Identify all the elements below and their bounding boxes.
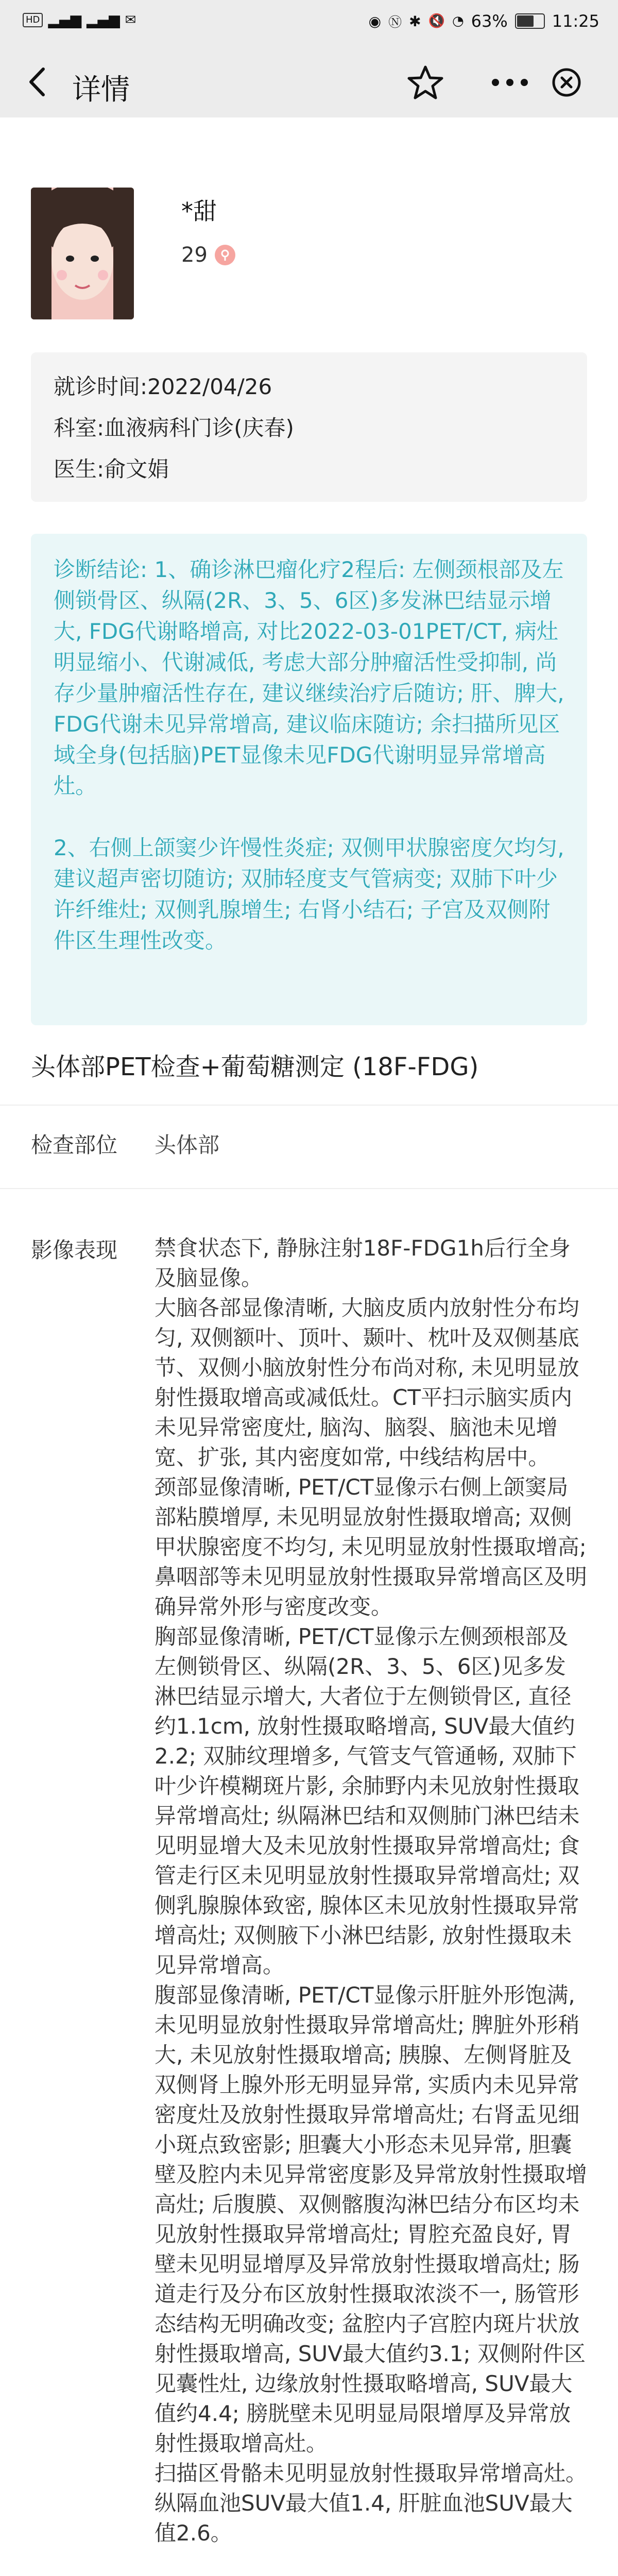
finding-paragraph: 禁食状态下, 静脉注射18F-FDG1h后行全身及脑显像。 xyxy=(154,1235,571,1291)
eye-icon: ◉ xyxy=(368,12,382,30)
patient-age-row xyxy=(181,243,235,267)
diagnosis-conclusion: 诊断结论: 1、确诊淋巴瘤化疗2程后: 左侧颈根部及左侧锁骨区、纵隔(2R、3、5、6区)多发淋巴结显示增大, FDG代谢略增高, 对比2022-03-01PET/CT, 病灶明显缩小、代谢减低, 考虑大部分肿瘤活性受抑制, 尚存少量肿瘤活性存在, 建议继续治疗后随访; 肝、脾大, FDG代谢未见异常增高, 建议临床随访; 余扫描所见区域全身(包括脑)PET显像未见FDG代谢明显异常增高灶。 xyxy=(54,557,564,799)
finding-paragraph: 颈部显像清晰, PET/CT显像示右侧上颌窦局部粘膜增厚, 未见明显放射性摄取增高; 双侧甲状腺密度不均匀, 未见明显放射性摄取增高; 鼻咽部等未见明显放射性摄取异常增高区及明确异常外形与密度改变。 xyxy=(154,1475,588,1619)
doctor-row xyxy=(54,452,169,483)
finding-paragraph: 腹部显像清晰, PET/CT显像示肝脏外形饱满, 未见明显放射性摄取异常增高灶; 脾脏外形稍大, 未见放射性摄取增高; 胰腺、左侧肾脏及双侧肾上腺外形无明显异常, 实质内未见异常密度灶及放射性摄取异常增高灶; 右肾盂见细小斑点致密影; 胆囊大小形态未见异常, 胆囊壁及腔内未见异常密度影及异常放射性摄取增高灶; 后腹膜、双侧髂腹沟淋巴结分布区均未见放射性摄取异常增高灶; 胃腔充盈良好, 胃壁未见明显增厚及异常放射性摄取增高灶; 肠道走行及分布区放射性摄取浓淡不一, 肠管形态结构无明确改变; 盆腔内子宫腔内斑片状放射性摄取增高, SUV最大值约3.1; 双侧附件区见囊性灶, 边缘放射性摄取略增高, SUV最大值约4.4; 膀胱壁未见明显局限增厚及异常放射性摄取增高灶。 xyxy=(154,1982,588,2456)
close-icon[interactable] xyxy=(551,67,582,98)
star-icon[interactable] xyxy=(407,64,444,101)
message-icon: ✉ xyxy=(125,12,136,28)
finding-paragraph: 纵隔血池SUV最大值1.4, 肝脏血池SUV最大值2.6。 xyxy=(154,2490,573,2546)
signal-icon: ▂▄▆ xyxy=(48,11,82,28)
dept-row xyxy=(54,411,294,442)
clock: 11:25 xyxy=(552,11,599,31)
nfc-icon: Ⓝ xyxy=(388,14,402,30)
findings-text xyxy=(154,1233,587,2548)
exam-site-label: 检查部位 xyxy=(31,1132,118,1158)
status-bar xyxy=(0,0,618,45)
mute-icon: 🔇 xyxy=(428,13,445,29)
divider xyxy=(0,1105,618,1106)
findings-label: 影像表现 xyxy=(31,1238,118,1263)
finding-paragraph: 胸部显像清晰, PET/CT显像示左侧颈根部及左侧锁骨区、纵隔(2R、3、5、6区)见多发淋巴结显示增大, 大者位于左侧锁骨区, 直径约1.1cm, 放射性摄取略增高, SUV最大值约2.2; 双肺纹理增多, 气管支气管通畅, 双肺下叶少许模糊斑片影, 余肺野内未见放射性摄取异常增高灶; 纵隔淋巴结和双侧肺门淋巴结未见明显增大及未见放射性摄取异常增高灶; 食管走行区未见明显放射性摄取异常增高灶; 双侧乳腺腺体致密, 腺体区未见放射性摄取异常增高灶; 双侧腋下小淋巴结影, 放射性摄取未见异常增高。 xyxy=(154,1624,580,1978)
diagnosis-secondary: 2、右侧上颌窦少许慢性炎症; 双侧甲状腺密度欠均匀, 建议超声密切随访; 双肺轻度支气管病变; 双肺下叶少许纤维灶; 双侧乳腺增生; 右肾小结石; 子宫及双侧附件区生理性改变。 xyxy=(54,835,564,953)
doctor-label: 医生: xyxy=(54,456,105,482)
exam-title: 头体部PET检查+葡萄糖测定 (18F-FDG) xyxy=(31,1053,479,1081)
visit-date-label: 就诊时间: xyxy=(54,374,148,399)
battery-icon xyxy=(515,13,545,29)
finding-paragraph: 扫描区骨骼未见明显放射性摄取异常增高灶。 xyxy=(154,2461,588,2486)
battery-percent: 63% xyxy=(471,11,508,31)
female-icon xyxy=(215,245,235,265)
patient-profile xyxy=(0,117,618,334)
avatar xyxy=(31,188,134,319)
visit-date: 2022/04/26 xyxy=(147,374,272,399)
visit-date-row xyxy=(54,370,272,401)
dept-value: 血液病科门诊(庆春) xyxy=(104,415,294,440)
divider xyxy=(0,1188,618,1189)
finding-paragraph: 大脑各部显像清晰, 大脑皮质内放射性分布均匀, 双侧额叶、顶叶、颞叶、枕叶及双侧基底节、双侧小脑放射性分布尚对称, 未见明显放射性摄取增高或减低灶。CT平扫示脑实质内未见异常密度灶, 脑沟、脑裂、脑池未见增宽、扩张, 其内密度如常, 中线结构居中。 xyxy=(154,1295,579,1470)
signal-icon-2: ▂▄▆ xyxy=(87,11,120,28)
bluetooth-icon: ✱ xyxy=(409,12,421,30)
doctor-value: 俞文娟 xyxy=(104,456,169,482)
page-title: 详情 xyxy=(72,73,130,107)
more-icon[interactable] xyxy=(484,68,536,97)
patient-name: *甜 xyxy=(181,197,217,225)
diagnosis-card xyxy=(31,534,587,1025)
hd-indicator: HD xyxy=(23,13,43,27)
visit-info-card xyxy=(31,352,587,502)
nav-bar xyxy=(0,45,618,117)
mini-program-capsule xyxy=(474,61,597,104)
patient-age: 29 xyxy=(181,243,208,267)
dept-label: 科室: xyxy=(54,415,105,440)
wifi-icon: ◔ xyxy=(452,13,464,29)
back-arrow-icon[interactable] xyxy=(21,64,57,100)
exam-site-value: 头体部 xyxy=(154,1132,220,1158)
